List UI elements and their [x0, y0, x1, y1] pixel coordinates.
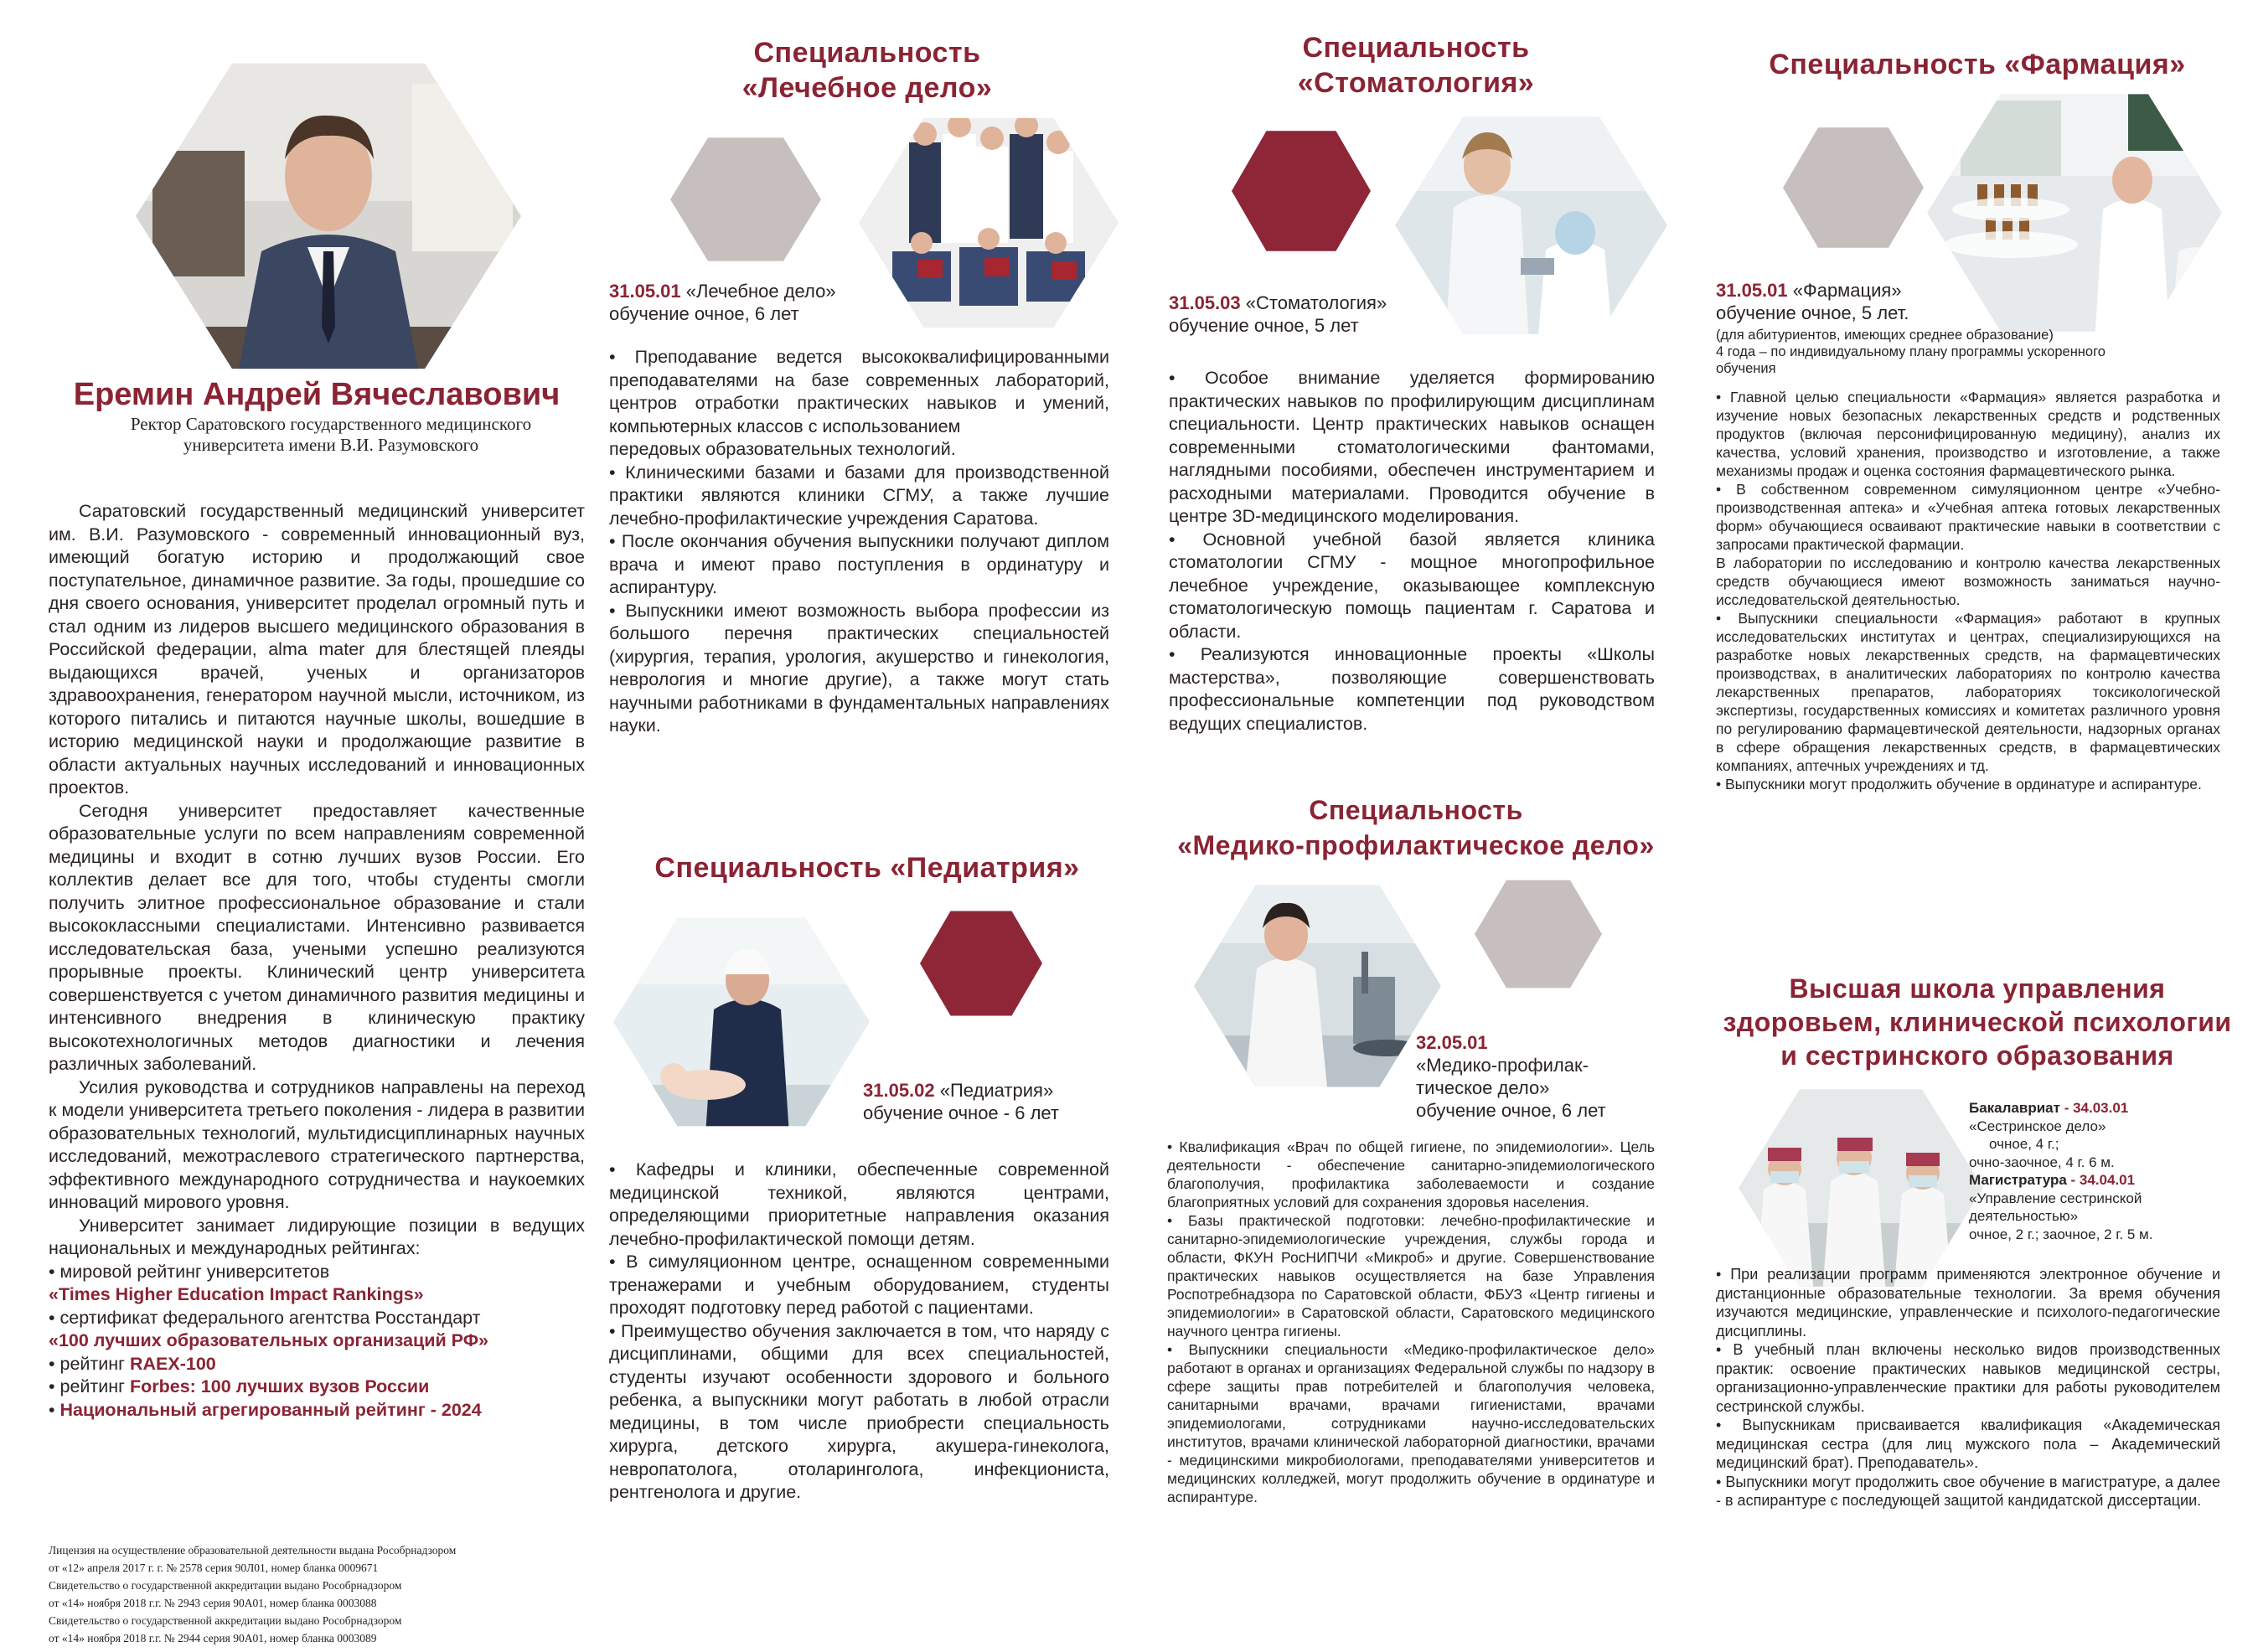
about-para-2: Сегодня университет предоставляет качественные образовательные услуги по всем направлениям современной медицины и входит в сотню лучших вузов России. Его коллектив делает все для того, чтобы студенты смогли получить элитное профессиональное образование и стали высококлассными специалистами. Интенсивно развивается исследовательская база, учеными успешно реализуются прорывные проекты. Клинический центр университета совершенствуется с учетом динамичного развития медицины и интенсивного внедрения в клиническую практику высокотехнологичных методов диагностики и лечения различных заболеваний. — [49, 800, 585, 1074]
section-title-vsh: Высшая школа управления здоровьем, клинической психологии и сестринского образования — [1723, 973, 2232, 1071]
vsh-text — [1716, 1265, 2220, 1510]
rating-item: • сертификат федерального агентства Росстандарт — [49, 1307, 481, 1328]
license-info: Лицензия на осуществление образовательной деятельности выдана Рособрнадзором от «12» апреля 2017 г. г. № 2578 серия 90Л01, номер бланка 0009671 Свидетельство о государственной аккредитации выдано Рособрнадзором от «14» ноября 2018 г.г. № 2943 серия 90А01, номер бланка 0003088 Свидетельство о государственной аккредитации выдано Рособрнадзором от «14» ноября 2018 г.г. № 2944 серия 90А01, номер бланка 0003089 — [49, 1544, 457, 1644]
rector-name: Еремин Андрей Вячеславович — [73, 377, 561, 412]
bullet: • Преподавание ведется высококвалифицированными преподавателями на базе современных лабораторий, центров отработки практических навыков и умений, компьютерных классов с использованием — [609, 347, 1109, 436]
bullet: • Основной учебной базой является клиника стоматологии СГМУ - мощное многопрофильное лечебное учреждение, оказывающее комплексную стоматологическую помощь пациентам г. Саратова и области. — [1169, 529, 1655, 642]
vsh-programs: Бакалавриат - 34.03.01 «Сестринское дело» очное, 4 г.; очно-заочное, 4 г. 6 м. Магистратура - 34.04.01 «Управление сестринской деятельностью» очное, 2 г.; заочное, 2 г. 5 м. — [1969, 1100, 2153, 1242]
section-title-mpd: Специальность «Медико-профилактическое дело» — [1177, 795, 1655, 860]
section-title-lechebnoe: Специальность «Лечебное дело» — [741, 37, 993, 104]
rating-item: • Национальный агрегированный рейтинг - 2024 — [49, 1399, 482, 1420]
bullet: • В учебный план включены несколько видов производственных практик: освоение практических навыков медицинской сестры, организационно-управленческие практики для работы руководителем сестринской службы. — [1716, 1341, 2220, 1415]
about-para-1: Саратовский государственный медицинский университет им. В.И. Разумовского - современный инновационный вуз, имеющий богатую историю и продолжающий свое поступательное, динамичное развитие. За годы, прошедшие со дня своего основания, университет проделал огромный путь и стал одним из лидеров высшего медицинского образования в Российской федерации, alma mater для блестящей плеяды выдающихся врачей, ученых и организаторов здравоохранения, генератором научной мысли, источником, из которого питались и питаются научные школы, вошедшие в историю медицинской науки и продолжающие развитие в области актуальных научных исследований и инновационных проектов. — [49, 501, 585, 798]
bullet: • Преимущество обучения заключается в том, что наряду с дисциплинами, общими для всех специальностей, студенты изучают особенности здорового и больного ребенка, а выпускники могут работать в любой отрасли медицины, в том числе приобрести специальность хирурга, детского хирурга, акушера-гинеколога, невропатолога, отоларинголога, инфекциониста, рентгенолога и другие. — [609, 1320, 1109, 1502]
nursing-photo — [1739, 1081, 1983, 1295]
bullet: • Выпускники специальности «Медико-профилактическое дело» работают в органах и организациях Федеральной службы по надзору в сфере защиты прав потребителей и благополучия человека, санитарными врачами, врачами гигиенистами, врачами эпидемиологами, сотрудниками научно-исследовательских институтов, врачами клинической лабораторной диагностики, врачами - медицинскими микробиологами, преподавателями университетов и медицинских колледжей, могут продолжить обучение в ординатуре и аспирантуре. — [1167, 1341, 1655, 1505]
bullet: • В симуляционном центре, оснащенном современными тренажерами и учебным оборудованием, студенты проходят подготовку перед работой с пациентами. — [609, 1252, 1109, 1318]
rating-item: • рейтинг Forbes: 100 лучших вузов России — [49, 1376, 430, 1396]
rating-item: • мировой рейтинг университетов — [49, 1261, 330, 1282]
bullet: • В собственном современном симуляционном центре «Учебно-производственная аптека» и «Учебная аптека готовых лекарственных форм» обучающиеся осваивают практические навыки в соответствии с запросами практической фармации. — [1716, 481, 2220, 553]
about-para-4: Университет занимает лидирующие позиции в ведущих национальных и международных рейтингах: — [49, 1215, 585, 1258]
decor-hexagon-grey — [1475, 875, 1602, 993]
pediatrics-photo — [613, 909, 870, 1135]
stomatologia-code: 31.05.03 «Стоматология» обучение очное, 5 лет — [1169, 292, 1387, 336]
decor-hexagon-red — [1232, 126, 1371, 256]
decor-hexagon-grey — [1783, 122, 1924, 253]
stomatologia-text — [1169, 367, 1655, 736]
bullet: • Реализуются инновационные проекты «Школы мастерства», позволяющие совершенствовать профессиональные компетенции под руководством ведущих специалистов. — [1169, 644, 1655, 734]
bullet: • Выпускникам присваивается квалификация «Академическая медицинская сестра (для лиц мужского пола – Академический медицинский брат). Преподаватель». — [1716, 1417, 2220, 1471]
mpd-code: 32.05.01 «Медико-профилак- тическое дело» обучение очное, 6 лет — [1416, 1032, 1606, 1121]
section-title-stomatologia: Специальность «Стоматология» — [1297, 32, 1535, 99]
section-title-pediatria: Специальность «Педиатрия» — [654, 852, 1080, 884]
bullet: • Выпускники могут продолжить обучение в ординатуре и аспирантуре. — [1716, 776, 2202, 792]
pediatria-code: 31.05.02 «Педиатрия» обучение очное - 6 лет — [863, 1080, 1059, 1123]
bullet: • Выпускники могут продолжить свое обучение в магистратуре, а далее - в аспирантуре с последующей защитой кандидатской диссертации. — [1716, 1473, 2220, 1509]
about-text — [49, 500, 585, 1422]
bullet: • Базы практической подготовки: лечебно-профилактические и санитарно-эпидемиологические учреждения, службы города и области, ФКУН РосНИПЧИ «Микроб» и другие. Совершенствование практических навыков осуществляется на базе Управления Роспотребнадзора по Саратовской области, ФБУЗ «Центр гигиены и эпидемиологии» в Саратовской области, Саратовского медицинского научного центра гигиены. — [1167, 1212, 1655, 1340]
rector-portrait — [136, 50, 521, 382]
pediatria-text — [609, 1159, 1109, 1505]
lechebnoe-text — [609, 346, 1109, 738]
farmacia-text — [1716, 388, 2220, 793]
about-para-3: Усилия руководства и сотрудников направлены на переход к модели университета третьего поколения - лидера в развитии образовательных технологий, мультидисциплинарных научных исследований, межотраслевого стратегического партнерства, эффективного международного сотрудничества и наукоемких инноваций мирового уровня. — [49, 1076, 585, 1212]
bullet: • Выпускники имеют возможность выбора профессии из большого перечня практических специальностей (хирургия, терапия, урология, акушерство и гинекология, неврология и многие другие), а также могут стать научными работниками в фундаментальных направлениях науки. — [609, 600, 1109, 736]
bullet: • Главной целью специальности «Фармация» является разработка и изучение новых безопасных лекарственных средств и родственных продуктов (включая персонифицированную медицину), анализ их качества, условий хранения, производство и изготовление, а также механизмы продаж и оценка состояния фармацевтического рынка. — [1716, 389, 2220, 479]
bullet-cont: передовых образовательных технологий. — [609, 439, 956, 459]
lab-photo — [1194, 876, 1441, 1096]
rector-position: Ректор Саратовского государственного медицинского университета имени В.И. Разумовского — [130, 414, 532, 455]
bullet: • Клиническими базами и базами для производственной практики являются клиники СГМУ, а также лучшие лечебно-профилактические учреждения Саратова. — [609, 462, 1109, 529]
rating-item: • рейтинг RAEX-100 — [49, 1353, 216, 1374]
rating-item-highlight: «Times Higher Education Impact Rankings» — [49, 1284, 424, 1304]
decor-hexagon-red — [920, 906, 1042, 1020]
lechebnoe-code: 31.05.01 «Лечебное дело» обучение очное, 6 лет — [609, 281, 836, 324]
mpd-text — [1167, 1138, 1655, 1506]
decor-hexagon-grey — [670, 132, 821, 266]
bullet: • Особое внимание уделяется формированию практических навыков по профилирующим дисциплинам специальности. Центр практических навыков оснащен современными стоматологическими фантомами, наглядными пособиями, обеспечен инструментарием и расходными материалами. Проводится обучение в центре 3D-медицинского моделирования. — [1169, 368, 1655, 526]
bullet: • Выпускники специальности «Фармация» работают в крупных исследовательских институтах и центрах, специализирующихся на разработке новых лекарственных средств, на фармацевтических производствах, в аналитических лабораториях по контролю качества лекарственных препаратов, лабораториях токсикологической экспертизы, государственных комиссиях и комитетах различного уровня по регулированию фармацевтической деятельности, надзорных органах в сфере обращения лекарственных средств, в фармацевтических компаниях, аптечных учреждениях и тд. — [1716, 610, 2220, 774]
farmacia-note: (для абитуриентов, имеющих среднее образование) 4 года – по индивидуальному плану программы ускоренного обучения — [1716, 328, 2106, 376]
bullet: • После окончания обучения выпускники получают диплом врача и имеют право поступления в ординатуру и аспирантуру. — [609, 531, 1109, 597]
bullet: • Квалификация «Врач по общей гигиене, по эпидемиологии». Цель деятельности - обеспечение санитарно-эпидемиологического благополучия, профилактика заболеваемости и создание благоприятных условий для сохранения здоровья населения. — [1167, 1138, 1655, 1211]
bullet: • Кафедры и клиники, обеспеченные современной медицинской техникой, являются центрами, определяющими приоритетные направления оказания лечебно-профилактической помощи детям. — [609, 1159, 1109, 1249]
rating-item-highlight: «100 лучших образовательных организаций РФ» — [49, 1330, 488, 1350]
bullet-cont: В лаборатории по исследованию и контролю качества лекарственных средств обучающиеся имеют возможность заниматься научно-исследовательской деятельностью. — [1716, 555, 2220, 608]
bullet: • При реализации программ применяются электронное обучение и дистанционные образовательные технологии. За время обучения изучаются медицинские, управленческие и психолого-педагогические дисциплины. — [1716, 1266, 2220, 1340]
farmacia-code: 31.05.01 «Фармация» обучение очное, 5 лет. — [1716, 280, 1909, 323]
section-title-farmacia: Специальность «Фармация» — [1769, 49, 2186, 80]
